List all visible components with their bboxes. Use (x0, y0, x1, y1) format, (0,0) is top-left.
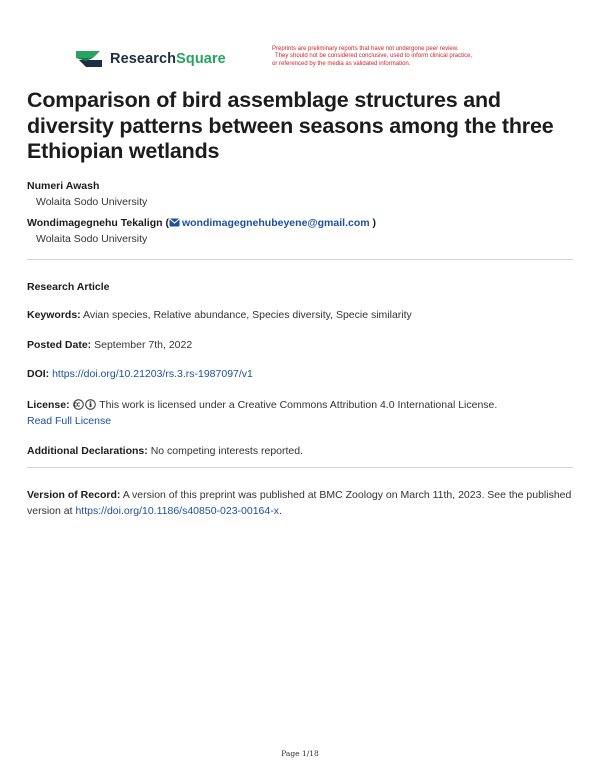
page-number: Page 1/18 (281, 749, 319, 758)
brand-name: ResearchSquare (110, 51, 226, 67)
section-divider (27, 259, 573, 260)
version-of-record: Version of Record: A version of this preprint was published at BMC Zoology on March 11th, 2023. See the published version at https://doi.org/10.1186/s40850-023-00164-x. (27, 489, 572, 517)
read-full-license-link[interactable]: Read Full License (27, 415, 112, 427)
license-text: This work is licensed under a Creative Commons Attribution 4.0 International License. (99, 399, 498, 411)
keywords-value: Avian species, Relative abundance, Species diversity, Specie similarity (83, 309, 412, 321)
attribution-icon (85, 399, 96, 410)
doi-label: DOI: (27, 368, 50, 380)
paper-title: Comparison of bird assemblage structures and diversity patterns between seasons among the three Ethiopian wetlands (27, 88, 554, 163)
preprint-disclaimer (272, 46, 542, 68)
research-square-logo[interactable] (74, 48, 226, 70)
doi-link[interactable]: https://doi.org/10.21203/rs.3.rs-1987097/v1 (52, 368, 253, 380)
author-email-link[interactable]: wondimagegnehubeyene@gmail.com (181, 217, 370, 229)
author-name: Numeri Awash (27, 180, 100, 192)
published-version-link[interactable]: https://doi.org/10.1186/s40850-023-00164-x (75, 505, 279, 517)
disclaimer-line: Preprints are preliminary reports that have not undergone peer review. (272, 46, 459, 52)
author-name: Wondimagegnehu Tekalign (27, 217, 163, 229)
envelope-icon (169, 218, 180, 227)
declarations-value: No competing interests reported. (150, 445, 304, 457)
posted-date-label: Posted Date: (27, 339, 92, 351)
author-name-with-email: Wondimagegnehu Tekalign ( wondimagegnehubeyene@gmail.com ) (27, 217, 376, 229)
doi (27, 366, 575, 382)
posted-date-value: September 7th, 2022 (94, 339, 193, 351)
research-square-logo-icon (74, 48, 104, 70)
disclaimer-line: or referenced by the media as validated information. (272, 60, 411, 67)
declarations-label: Additional Declarations: (27, 445, 148, 457)
license-label: License: (27, 399, 70, 411)
article-type: Research Article (27, 281, 110, 293)
disclaimer-line: They should not be considered conclusive, used to inform clinical practice, (275, 53, 473, 60)
creative-commons-icon (73, 399, 84, 410)
section-divider (27, 467, 573, 468)
additional-declarations (27, 443, 575, 459)
keywords (27, 307, 575, 323)
posted-date (27, 337, 575, 353)
keywords-label: Keywords: (27, 309, 81, 321)
license (27, 397, 575, 429)
author-affiliation: Wolaita Sodo University (36, 196, 148, 208)
version-of-record-label: Version of Record: (27, 489, 121, 501)
author-affiliation: Wolaita Sodo University (36, 233, 148, 245)
version-of-record-text: A version of this preprint was published at BMC Zoology on March 11th, 2023. See the published version at (27, 489, 572, 517)
